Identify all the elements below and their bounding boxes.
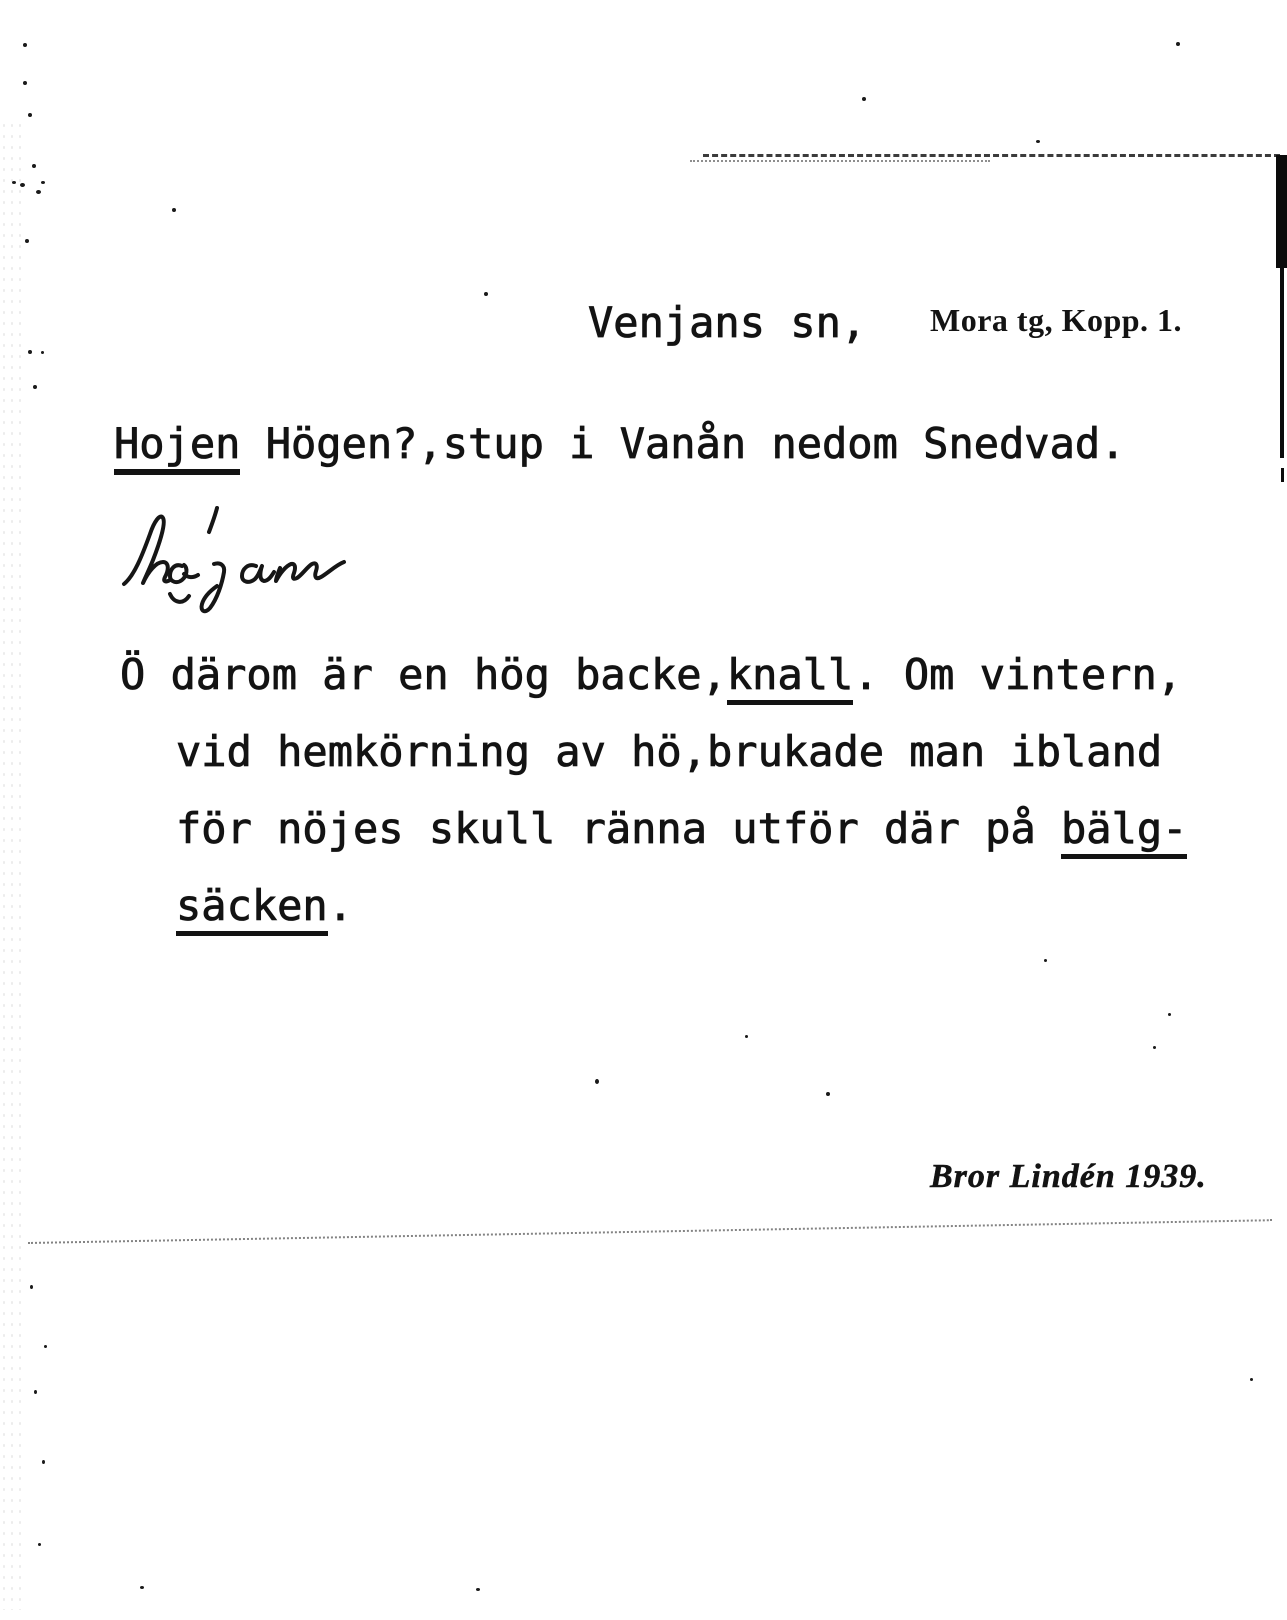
hand-stroke-a — [242, 565, 274, 582]
noise-speck — [1176, 42, 1180, 46]
noise-speck — [1250, 1378, 1253, 1381]
noise-speck — [595, 1079, 599, 1084]
noise-speck — [33, 385, 37, 389]
card-top-edge-line-faint — [690, 160, 990, 162]
body-line-1-tail: . Om vintern, — [853, 650, 1183, 699]
noise-speck — [1044, 959, 1047, 962]
body-line-3 — [176, 804, 1188, 853]
hand-stroke-n — [276, 562, 344, 581]
noise-speck — [826, 1092, 830, 1096]
body-line-3-underlined: bälg- — [1061, 804, 1187, 859]
header-parish: Venjans sn, — [588, 298, 867, 347]
noise-speck — [1168, 1013, 1171, 1016]
noise-speck — [23, 81, 27, 85]
body-line-1 — [120, 650, 1183, 699]
noise-speck — [30, 1285, 33, 1289]
hand-stroke-breve — [170, 594, 189, 602]
body-line-4-tail: . — [327, 881, 354, 930]
card-top-edge-line — [703, 154, 1280, 157]
noise-speck — [34, 1390, 37, 1394]
recorder-signature: Bror Lindén 1939. — [930, 1158, 1207, 1195]
headword-line-rest: Högen?,stup i Vanån nedom Snedvad. — [240, 419, 1126, 468]
noise-speck — [44, 1345, 47, 1348]
body-line-1-underlined: knall — [727, 650, 853, 705]
noise-speck — [38, 1543, 41, 1546]
handwritten-dialect-word — [118, 492, 374, 624]
scan-binding-bar — [1276, 155, 1287, 268]
scan-binding-bar-thin — [1280, 266, 1284, 458]
noise-speck — [745, 1035, 748, 1038]
body-line-4-underlined: säcken — [176, 881, 328, 936]
scan-edge-noise-band — [0, 120, 22, 1610]
headword-line — [114, 419, 1126, 468]
noise-speck — [32, 164, 36, 168]
noise-speck — [41, 181, 45, 184]
body-line-4 — [176, 881, 354, 930]
body-line-2 — [176, 727, 1163, 776]
hand-stroke-connector — [184, 574, 198, 577]
headword: Hojen — [114, 419, 240, 475]
noise-speck — [41, 351, 44, 354]
body-line-3-text: för nöjes skull ränna utför där på — [176, 804, 1062, 853]
noise-speck — [1153, 1046, 1156, 1049]
noise-speck — [28, 350, 32, 354]
noise-speck — [1036, 140, 1040, 143]
noise-speck — [42, 1460, 45, 1464]
noise-speck — [28, 113, 32, 117]
noise-speck — [862, 97, 866, 101]
noise-speck — [476, 1588, 480, 1591]
noise-speck — [23, 43, 27, 47]
hand-stroke-accent — [209, 508, 217, 532]
noise-speck — [36, 190, 41, 194]
noise-speck — [484, 292, 488, 296]
body-line-1-text: Ö därom är en hög backe, — [120, 650, 727, 699]
noise-speck — [12, 181, 16, 184]
hand-stroke-h — [124, 517, 170, 584]
scan-binding-bar-dash — [1281, 468, 1284, 482]
body-line-2-text: vid hemkörning av hö,brukade man ibland — [176, 727, 1163, 776]
noise-speck — [20, 183, 25, 187]
noise-speck — [140, 1586, 144, 1589]
noise-speck — [172, 208, 176, 212]
noise-speck — [25, 239, 29, 243]
hand-stroke-j — [202, 563, 225, 611]
card-bottom-edge-line — [28, 1219, 1272, 1244]
header-district-stamp: Mora tg, Kopp. 1. — [930, 302, 1183, 338]
